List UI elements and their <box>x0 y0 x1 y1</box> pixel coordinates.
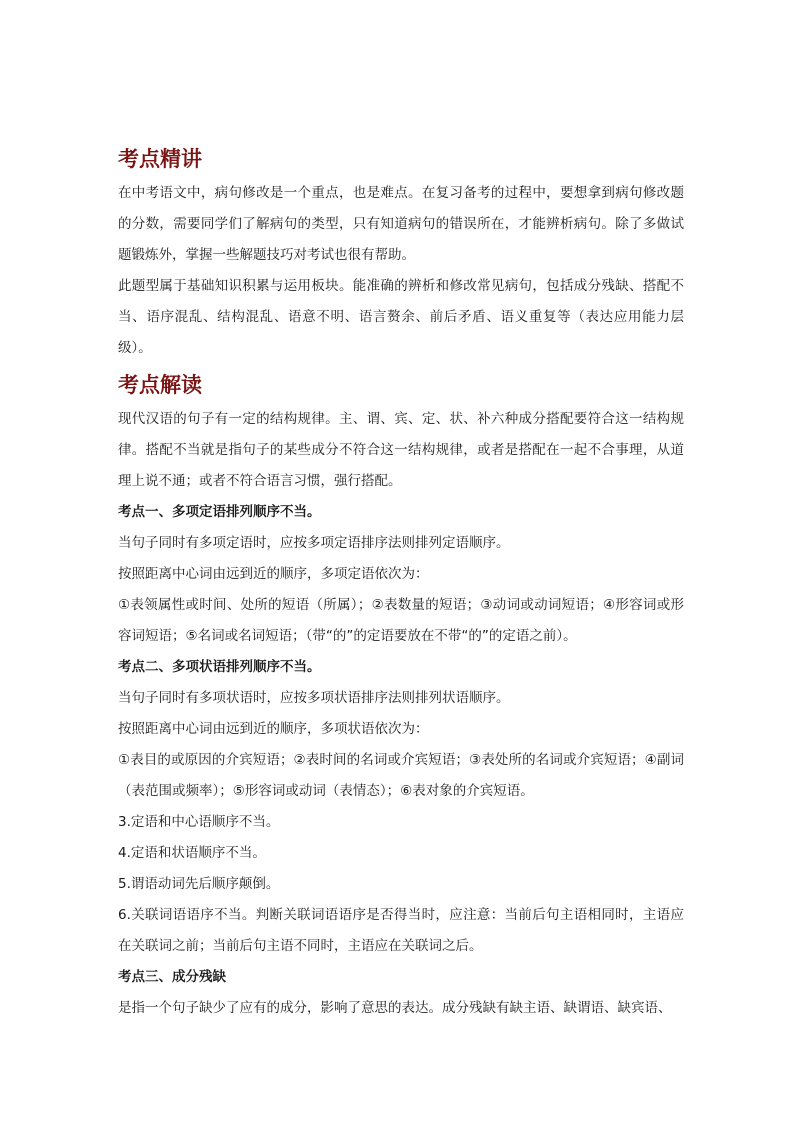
point-title: 考点一、多项定语排列顺序不当。 <box>118 504 321 520</box>
paragraph: 6.关联词语语序不当。判断关联词语语序是否得当时，应注意：当前后句主语相同时，主语应在关联词之前；当前后句主语不同时，主语应在关联词之后。 <box>118 907 684 954</box>
paragraph: 此题型属于基础知识积累与运用板块。能准确的辨析和修改常见病句，包括成分残缺、搭配不当、语序混乱、结构混乱、语意不明、语言赘余、前后矛盾、语义重复等（表达应用能力层级）。 <box>118 278 684 356</box>
paragraph: 4.定语和状语顺序不当。 <box>118 845 266 861</box>
paragraph: 按照距离中心词由远到近的顺序，多项定语依次为： <box>118 566 429 582</box>
paragraph: 按照距离中心词由远到近的顺序，多项状语依次为： <box>118 721 429 737</box>
paragraph: 3.定语和中心语顺序不当。 <box>118 814 280 830</box>
paragraph: 是指一个句子缺少了应有的成分，影响了意思的表达。成分残缺有缺主语、缺谓语、缺宾语、 <box>118 1000 672 1016</box>
paragraph: 当句子同时有多项状语时，应按多项状语排序法则排列状语顺序。 <box>118 690 510 706</box>
paragraph: 在中考语文中，病句修改是一个重点，也是难点。在复习备考的过程中，要想拿到病句修改题的分数，需要同学们了解病句的类型，只有知道病句的错误所在，才能辨析病句。除了多做试题锻炼外，掌握一些解题技巧对考试也很有帮助。 <box>118 185 684 263</box>
paragraph: ①表领属性或时间、处所的短语（所属）；②表数量的短语；③动词或动词短语；④形容词或形容词短语；⑤名词或名词短语；（带“的”的定语要放在不带“的”的定语之前）。 <box>118 597 684 644</box>
document-page <box>118 140 684 1024</box>
point-title: 考点二、多项状语排列顺序不当。 <box>118 659 321 675</box>
paragraph: 现代汉语的句子有一定的结构规律。主、谓、宾、定、状、补六种成分搭配要符合这一结构规律。搭配不当就是指句子的某些成分不符合这一结构规律，或者是搭配在一起不合事理，从道理上说不通；或者不符合语言习惯，强行搭配。 <box>118 411 684 489</box>
section-heading-jingjiang: 考点精讲 <box>118 146 202 171</box>
paragraph: 当句子同时有多项定语时，应按多项定语排序法则排列定语顺序。 <box>118 535 510 551</box>
section-heading-jiedu: 考点解读 <box>118 372 202 397</box>
paragraph: 5.谓语动词先后顺序颠倒。 <box>118 876 280 892</box>
point-title: 考点三、成分残缺 <box>118 969 226 985</box>
paragraph: ①表目的或原因的介宾短语；②表时间的名词或介宾短语；③表处所的名词或介宾短语；④副词（表范围或频率）；⑤形容词或动词（表情态）；⑥表对象的介宾短语。 <box>118 752 684 799</box>
